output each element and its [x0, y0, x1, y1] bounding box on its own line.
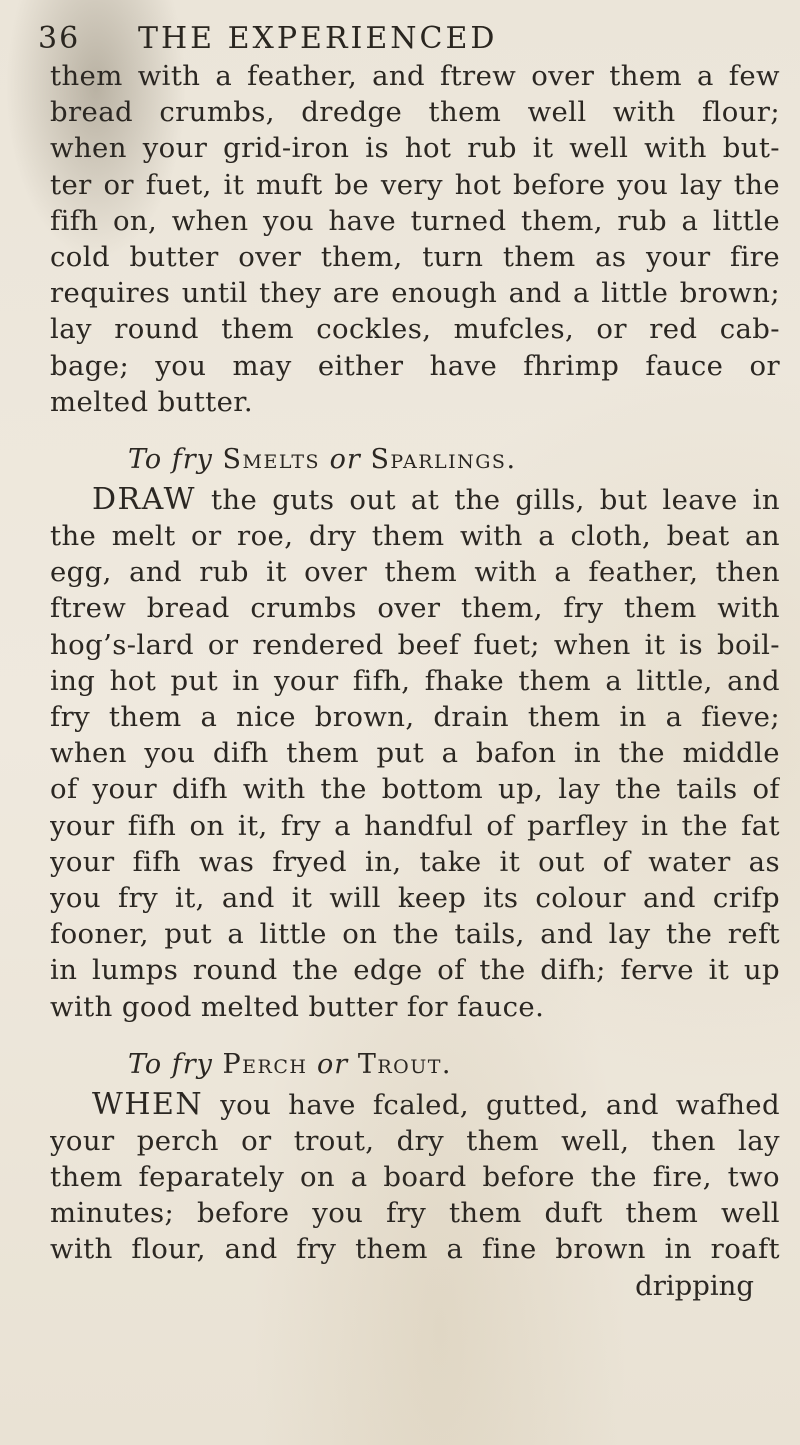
paragraph-continuation — [50, 58, 780, 420]
text-line: you fry it, and it will keep its colour and crifp — [50, 881, 780, 914]
text-line: them with a feather, and ftrew over them a few — [50, 60, 780, 92]
heading-alternative: Sparlings. — [370, 443, 517, 475]
text-line: bage; you may either have fhrimp fauce or — [50, 349, 780, 382]
text-line — [50, 1087, 780, 1123]
recipe-heading-smelts — [50, 438, 780, 482]
heading-or: or — [329, 443, 361, 475]
paragraph-smelts — [50, 482, 780, 1025]
heading-subject: Smelts — [222, 443, 321, 475]
text-line: them feparately on a board before the fire, two — [50, 1161, 780, 1194]
opening-word: DRAW — [92, 481, 196, 517]
text-line: hog’s-lard or rendered beef fuet; when it is boil- — [50, 628, 780, 661]
running-title: THE EXPERIENCED — [138, 21, 498, 56]
text-line: fry them a nice brown, drain them in a fieve; — [50, 701, 780, 733]
opening-word: WHEN — [92, 1086, 204, 1122]
catchword: dripping — [635, 1269, 754, 1302]
text-line: with flour, and fry them a fine brown in roaft — [50, 1233, 780, 1266]
text-line — [50, 482, 780, 518]
text-line: when you difh them put a bafon in the middle — [50, 737, 780, 770]
text-line: egg, and rub it over them with a feather, then — [50, 556, 780, 589]
body-text — [50, 58, 780, 1304]
page-number: 36 — [38, 21, 81, 56]
text-line: fooner, put a little on the tails, and lay the reft — [50, 918, 780, 951]
text-line: ftrew bread crumbs over them, fry them with — [50, 592, 780, 625]
text-line: when your grid-iron is hot rub it well with but- — [50, 132, 780, 165]
heading-prefix: To fry — [128, 1048, 213, 1080]
text-line: your perch or trout, dry them well, then lay — [50, 1124, 780, 1157]
text-line: ing hot put in your fifh, fhake them a little, and — [50, 664, 780, 697]
text-line: lay round them cockles, mufcles, or red cab- — [50, 313, 780, 346]
text-line: melted butter. — [50, 385, 253, 418]
running-head — [38, 18, 758, 58]
heading-prefix: To fry — [128, 443, 213, 475]
text-line: your fifh was fryed in, take it out of water as — [50, 845, 780, 878]
opening-line-rest: you have fcaled, gutted, and wafhed — [220, 1088, 780, 1121]
text-line: with good melted butter for fauce. — [50, 990, 545, 1023]
text-line: cold butter over them, turn them as your fire — [50, 240, 780, 273]
recipe-heading-perch — [50, 1043, 780, 1087]
text-line: fifh on, when you have turned them, rub a little — [50, 204, 780, 237]
opening-line-rest: the guts out at the gills, but leave in — [210, 483, 780, 516]
text-line: bread crumbs, dredge them well with flour; — [50, 96, 780, 129]
text-line: your fifh on it, fry a handful of parfley in the fat — [50, 809, 780, 842]
text-line: in lumps round the edge of the difh; ferve it up — [50, 954, 780, 987]
text-line: the melt or roe, dry them with a cloth, beat an — [50, 520, 780, 553]
heading-or: or — [317, 1048, 349, 1080]
heading-subject: Perch — [222, 1048, 308, 1080]
heading-alternative: Trout. — [357, 1048, 452, 1080]
text-line: minutes; before you fry them duft them well — [50, 1197, 780, 1230]
paragraph-perch — [50, 1087, 780, 1304]
text-line: of your difh with the bottom up, lay the tails of — [50, 773, 780, 806]
text-line: requires until they are enough and a little brown; — [50, 277, 780, 310]
text-line: ter or fuet, it muft be very hot before you lay the — [50, 168, 780, 201]
